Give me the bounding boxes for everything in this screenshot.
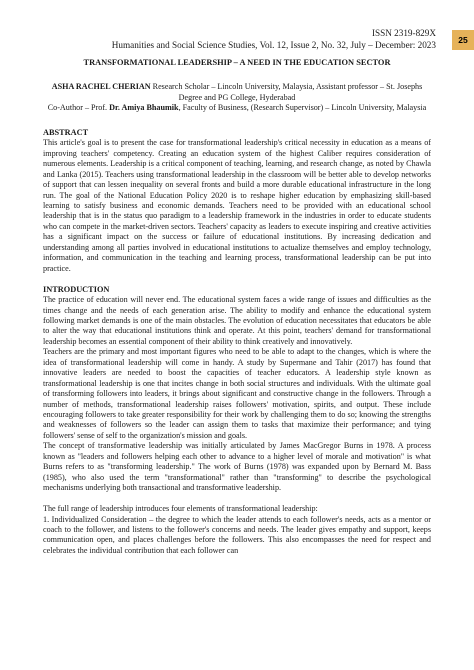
issn-line: ISSN 2319-829X xyxy=(371,28,436,38)
coauthor-name: Dr. Amiya Bhaumik xyxy=(109,103,179,113)
coauthor-prefix: Co-Author – Prof. xyxy=(47,103,110,113)
list-item: 1. Individualized Consideration – the degree to which the leader attends to each follower's needs, acts as a mentor or coach to the follower, and listens to the follower's concerns and needs. The leader gives empathy and support, keeps communication open, and places challenges before the followers. This also encompasses the need for respect and celebrates the individual contribution that each follower can xyxy=(43,514,431,555)
article-title: TRANSFORMATIONAL LEADERSHIP – A NEED IN THE EDUCATION SECTOR xyxy=(83,58,391,67)
page-number-badge: 25 xyxy=(452,30,474,50)
coauthor-affiliation: , Faculty of Business, (Research Supervisor) – Lincoln University, Malaysia xyxy=(178,103,427,113)
introduction-paragraph-1: The practice of education will never end. The educational system faces a wide range of issues and difficulties as the times change and the needs of each generation arise. The ability to modify and enhance the educational system following market demands is one of the main obstacles. The evolution of education necessitates that educators be able to alter the way that educational institutions think and operate. At this point, teachers' demand for transformational leadership becomes an essential component of their ability to think creatively and innovatively. xyxy=(43,295,431,346)
introduction-heading: INTRODUCTION xyxy=(43,284,110,294)
page-header xyxy=(112,27,436,51)
introduction-paragraph-4: The full range of leadership introduces four elements of transformational leadership: xyxy=(43,504,318,514)
coauthor-line xyxy=(43,103,431,113)
introduction-paragraph-2: Teachers are the primary and most important figures who need to be able to adapt to the changes, which is where the idea of transformational leadership will come in handy. A study by Supermane and Tahir (2017) has found that innovative leaders are needed to boost the capacities of teacher educators. A leadership style known as transformational leadership is one that incites change in both social structures and individuals. With the ultimate goal of transforming followers into leaders, it brings about significant and constructive change in the followers. Through a number of methods, transformational leadership raises followers' motivation, spirits, and output. These include encouraging followers to take greater responsibility for their work by challenging them to do so; knowing the strengths and weaknesses of followers so the leader can assign them to tasks that maximize their performance; and tying followers' sense of self to the organization's mission and goals. xyxy=(43,347,431,440)
introduction-paragraph-3: The concept of transformative leadership was initially articulated by James MacGregor Burns in 1978. A process known as "leaders and followers helping each other to advance to a higher level of morale and motivation" is what Burns refers to as "transforming leadership." The work of Burns (1978) was expanded upon by Bernard M. Bass (1985), who also used the term "transformational" rather than "transforming" to describe the psychological mechanisms underlying both transactional and transformative leadership. xyxy=(43,441,431,493)
journal-line: Humanities and Social Science Studies, Vol. 12, Issue 2, No. 32, July – December: 2023 xyxy=(111,40,436,50)
author-name: ASHA RACHEL CHERIAN xyxy=(51,82,151,92)
author-affiliation: Research Scholar – Lincoln University, Malaysia, Assistant professor – St. Josephs Degree and PG College, Hyderabad xyxy=(150,82,423,102)
abstract-heading: ABSTRACT xyxy=(43,127,89,137)
abstract-paragraph: This article's goal is to present the case for transformational leadership's critical necessity in education as a means of improving teachers' competency. Creating an education system of the highest Caliber requires consideration of numerous elements. Leadership is a critical component of teaching, learning, and research change, as noted by Chawla and Lanka (2015). Teachers using transformational leadership in the classroom will be better able to develop networks of support that can lessen inequality on several fronts and build a more durable educational infrastructure in the long run. The goal of the National Education Policy 2020 is to reshape higher education by emphasizing skill-based learning to satisfy business and economic demands. Teachers need to be provided with an educational school leadership that is in the status quo paradigm to a leadership framework in the industries in order to educate students who can compete in the market-driven sectors. Teachers' capacity as leaders to execute inspiring and creative activities has a significant impact on the success or failure of educational institutions. By increasing dedication and understanding among all parties involved in educational institutions to actualize themselves and employ technology, information, and communication in the teaching and learning process, transformational leadership can be put into practice. xyxy=(43,138,431,273)
author-block xyxy=(43,82,431,113)
author-line xyxy=(43,82,431,103)
article-body xyxy=(43,58,431,556)
